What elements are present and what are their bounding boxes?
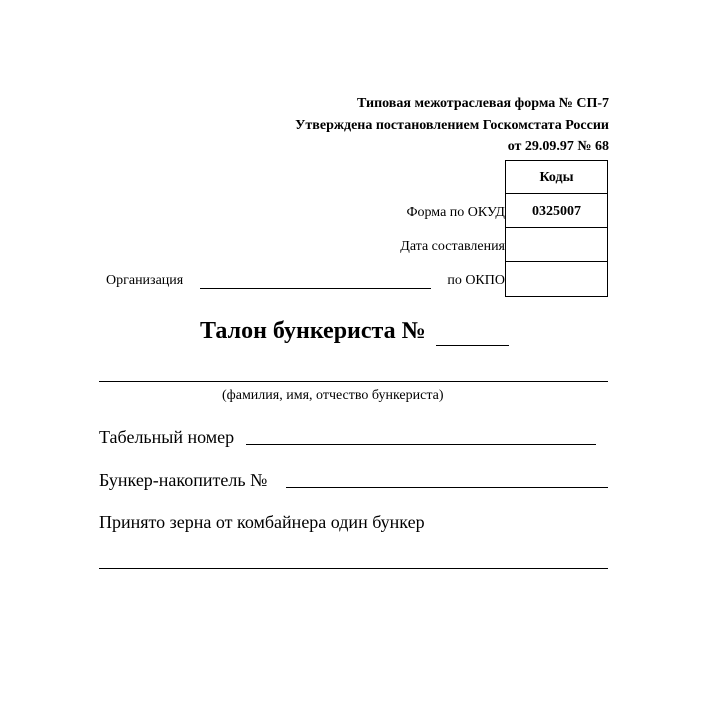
okud-label: Форма по ОКУД [406,205,505,220]
codes-header: Коды [505,160,608,194]
received-grain-label: Принято зерна от комбайнера один бункер [99,512,425,532]
okpo-label: по ОКПО [447,273,505,288]
received-grain-field[interactable] [99,568,608,569]
okpo-code-cell[interactable] [505,261,608,297]
organization-field[interactable] [200,288,431,289]
tab-number-field[interactable] [246,444,596,445]
fio-field[interactable] [99,381,608,382]
page-title: Талон бункериста № [200,318,426,344]
bunker-number-field[interactable] [286,487,608,488]
talon-number-field[interactable] [436,345,509,346]
bunker-label: Бункер-накопитель № [99,470,268,490]
tab-number-label: Табельный номер [99,427,235,447]
fio-caption: (фамилия, имя, отчество бункериста) [222,388,444,403]
organization-label: Организация [106,273,184,288]
form-type-line: Типовая межотраслевая форма № СП-7 [357,96,609,111]
approval-date-line: от 29.09.97 № 68 [507,139,609,154]
okud-code-cell: 0325007 [505,193,608,228]
approval-line: Утверждена постановлением Госкомстата России [295,118,609,133]
date-label: Дата составления [400,239,505,254]
date-code-cell[interactable] [505,227,608,262]
